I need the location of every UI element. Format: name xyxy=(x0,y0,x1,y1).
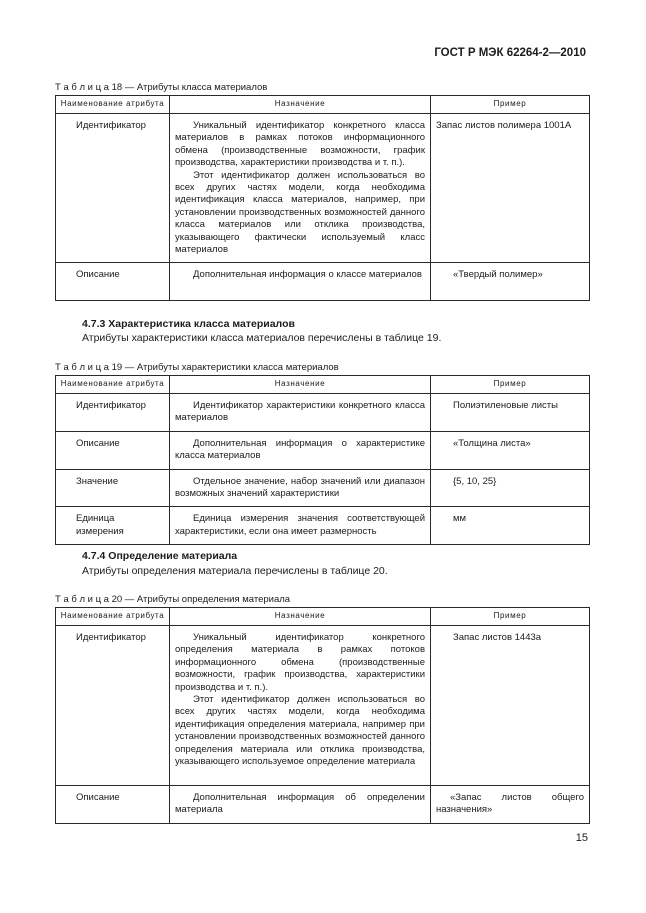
section-4-7-3-text: Атрибуты характеристики класса материалов перечислены в таблице 19. xyxy=(82,332,442,344)
attribute-example: «Запас листов общего назначения» xyxy=(431,786,590,824)
table-row xyxy=(56,626,590,786)
section-4-7-4-title: 4.7.4 Определение материала xyxy=(82,550,238,562)
attribute-example: «Твердый полимер» xyxy=(431,263,590,301)
table-18 xyxy=(55,95,590,301)
attribute-example: Запас листов 1443а xyxy=(431,626,590,786)
table-19-caption: Т а б л и ц а 19 — Атрибуты характеристики класса материалов xyxy=(55,362,339,373)
standard-designation: ГОСТ Р МЭК 62264-2—2010 xyxy=(434,47,586,59)
attribute-name: Описание xyxy=(56,431,170,469)
attribute-name: Идентификатор xyxy=(56,626,170,786)
attribute-purpose xyxy=(170,507,431,545)
header-attribute-name: Наименование атрибута xyxy=(56,96,170,114)
page-number: 15 xyxy=(575,832,588,844)
purpose-paragraph: Единица измерения значения соответствующей характеристики, если она имеет размерность xyxy=(175,513,425,537)
attribute-name: Идентификатор xyxy=(56,394,170,432)
purpose-paragraph: Этот идентификатор должен использоваться во всех других частях модели, когда необходима идентификация определения материала, например при установлении производственных возможностей данного определения материала или отклика производства, указывающего используемое определение материала xyxy=(175,694,425,768)
attribute-example: {5, 10, 25} xyxy=(431,469,590,507)
attribute-name: Идентификатор xyxy=(56,114,170,263)
attribute-purpose xyxy=(170,626,431,786)
table-20-caption: Т а б л и ц а 20 — Атрибуты определения материала xyxy=(55,594,291,605)
header-attribute-name: Наименование атрибута xyxy=(56,608,170,626)
header-example: Пример xyxy=(431,376,590,394)
purpose-paragraph: Уникальный идентификатор конкретного класса материалов в рамках потоков информационного обмена (производственные возможности, график производства, характеристики производства и т. п.). xyxy=(175,120,425,169)
attribute-example: «Толщина листа» xyxy=(431,431,590,469)
table-row xyxy=(56,786,590,824)
table-row xyxy=(56,114,590,263)
header-purpose: Назначение xyxy=(170,376,431,394)
purpose-paragraph: Дополнительная информация о классе материалов xyxy=(193,269,422,281)
attribute-purpose xyxy=(170,469,431,507)
attribute-name: Описание xyxy=(56,263,170,301)
attribute-example: мм xyxy=(431,507,590,545)
purpose-paragraph: Отдельное значение, набор значений или диапазон возможных значений характеристики xyxy=(175,475,425,500)
section-4-7-4-text: Атрибуты определения материала перечислены в таблице 20. xyxy=(82,565,388,577)
table-row xyxy=(56,469,590,507)
header-attribute-name: Наименование атрибута xyxy=(56,376,170,394)
attribute-purpose xyxy=(170,114,431,263)
table-header-row xyxy=(56,96,590,114)
purpose-paragraph: Дополнительная информация об определении материала xyxy=(175,792,425,816)
table-row xyxy=(56,263,590,301)
attribute-purpose xyxy=(170,394,431,432)
header-purpose: Назначение xyxy=(170,608,431,626)
attribute-purpose xyxy=(170,263,431,301)
table-row xyxy=(56,507,590,545)
header-example: Пример xyxy=(431,608,590,626)
attribute-example: Полиэтиленовые листы xyxy=(431,394,590,432)
table-header-row xyxy=(56,608,590,626)
table-row xyxy=(56,394,590,432)
header-example: Пример xyxy=(431,96,590,114)
purpose-paragraph: Уникальный идентификатор конкретного определения материала в рамках потоков информационного обмена (производственные возможности, график производства, характеристики производства и т. п.). xyxy=(175,632,425,693)
table-18-caption: Т а б л и ц а 18 — Атрибуты класса материалов xyxy=(55,82,268,93)
table-header-row xyxy=(56,376,590,394)
attribute-name: Описание xyxy=(56,786,170,824)
purpose-paragraph: Этот идентификатор должен использоваться во всех других частях модели, когда необходима идентификация класса материалов, например, при установлении производственных возможностей данного класса материалов или отклика производства, указывающего фактически используемый класс материалов xyxy=(175,169,425,256)
attribute-name: Единица измерения xyxy=(56,507,170,545)
attribute-purpose xyxy=(170,786,431,824)
section-4-7-3-title: 4.7.3 Характеристика класса материалов xyxy=(82,318,295,330)
table-row xyxy=(56,431,590,469)
table-20 xyxy=(55,607,590,824)
purpose-paragraph: Дополнительная информация о характеристике класса материалов xyxy=(175,437,425,462)
attribute-name: Значение xyxy=(56,469,170,507)
table-19 xyxy=(55,375,590,545)
attribute-example: Запас листов полимера 1001А xyxy=(431,114,590,263)
attribute-purpose xyxy=(170,431,431,469)
purpose-paragraph: Идентификатор характеристики конкретного класса материалов xyxy=(175,400,425,424)
header-purpose: Назначение xyxy=(170,96,431,114)
